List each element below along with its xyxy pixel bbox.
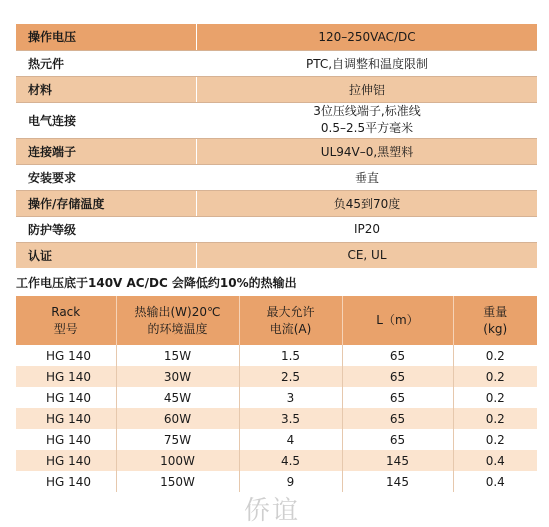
spec-row xyxy=(16,190,537,216)
table-row xyxy=(16,408,537,429)
spec-row xyxy=(16,76,537,102)
spec-key: 连接端子 xyxy=(16,138,197,164)
spec-value: 垂直 xyxy=(197,164,538,190)
header-line1: 热输出(W)20℃ xyxy=(134,304,221,319)
rack-header-output xyxy=(116,296,239,345)
cell-weight: 0.2 xyxy=(453,345,537,366)
cell-model: HG 140 xyxy=(16,450,116,471)
spec-row xyxy=(16,50,537,76)
spec-row xyxy=(16,138,537,164)
cell-current: 3.5 xyxy=(239,408,342,429)
cell-current: 2.5 xyxy=(239,366,342,387)
spec-row xyxy=(16,164,537,190)
cell-model: HG 140 xyxy=(16,471,116,492)
watermark-text: 侨谊 xyxy=(244,496,301,526)
table-row xyxy=(16,471,537,492)
cell-model: HG 140 xyxy=(16,387,116,408)
cell-model: HG 140 xyxy=(16,429,116,450)
rack-table xyxy=(16,296,537,492)
spec-value: UL94V–0,黑塑料 xyxy=(197,138,538,164)
table-row xyxy=(16,366,537,387)
cell-output: 15W xyxy=(116,345,239,366)
cell-current: 4 xyxy=(239,429,342,450)
cell-length: 65 xyxy=(342,408,453,429)
cell-model: HG 140 xyxy=(16,345,116,366)
spec-value: 拉伸铝 xyxy=(197,76,538,102)
header-line2: 的环境温度 xyxy=(147,321,208,336)
spec-key: 防护等级 xyxy=(16,216,197,242)
cell-output: 150W xyxy=(116,471,239,492)
spec-row xyxy=(16,102,537,138)
rack-header-model xyxy=(16,296,116,345)
header-line2: (kg) xyxy=(483,321,508,336)
cell-current: 3 xyxy=(239,387,342,408)
cell-weight: 0.4 xyxy=(453,450,537,471)
cell-output: 60W xyxy=(116,408,239,429)
cell-weight: 0.2 xyxy=(453,387,537,408)
header-line1: Rack xyxy=(51,304,81,319)
spec-value: PTC,自调整和温度限制 xyxy=(197,50,538,76)
rack-header-length xyxy=(342,296,453,345)
spec-key: 电气连接 xyxy=(16,102,197,138)
spec-value: 120–250VAC/DC xyxy=(197,24,538,50)
spec-key: 安装要求 xyxy=(16,164,197,190)
cell-output: 30W xyxy=(116,366,239,387)
spec-row xyxy=(16,216,537,242)
table-row xyxy=(16,345,537,366)
spec-key: 热元件 xyxy=(16,50,197,76)
header-line1: 重量 xyxy=(483,304,508,319)
spec-key: 操作电压 xyxy=(16,24,197,50)
rack-header-row xyxy=(16,296,537,345)
table-row xyxy=(16,429,537,450)
header-line1: 最大允许 xyxy=(266,304,315,319)
header-line1: L（m） xyxy=(376,313,419,327)
spec-row xyxy=(16,242,537,268)
cell-model: HG 140 xyxy=(16,408,116,429)
cell-length: 65 xyxy=(342,366,453,387)
cell-weight: 0.4 xyxy=(453,471,537,492)
spec-value: CE, UL xyxy=(197,242,538,268)
spec-table xyxy=(16,24,537,268)
rack-header-current xyxy=(239,296,342,345)
spec-key: 认证 xyxy=(16,242,197,268)
cell-length: 145 xyxy=(342,450,453,471)
cell-length: 65 xyxy=(342,429,453,450)
spec-value-line1: 3位压线端子,标准线 xyxy=(313,104,421,118)
spec-value: IP20 xyxy=(197,216,538,242)
cell-current: 9 xyxy=(239,471,342,492)
spec-row xyxy=(16,24,537,50)
spec-value-line2: 0.5–2.5平方毫米 xyxy=(320,121,414,135)
spec-key: 操作/存储温度 xyxy=(16,190,197,216)
spec-value: 负45到70度 xyxy=(197,190,538,216)
cell-current: 4.5 xyxy=(239,450,342,471)
cell-weight: 0.2 xyxy=(453,366,537,387)
spec-value xyxy=(197,102,538,138)
cell-model: HG 140 xyxy=(16,366,116,387)
cell-current: 1.5 xyxy=(239,345,342,366)
cell-length: 145 xyxy=(342,471,453,492)
cell-length: 65 xyxy=(342,387,453,408)
cell-weight: 0.2 xyxy=(453,429,537,450)
cell-output: 100W xyxy=(116,450,239,471)
header-line2: 电流(A) xyxy=(269,321,312,336)
cell-output: 75W xyxy=(116,429,239,450)
table-row xyxy=(16,387,537,408)
cell-length: 65 xyxy=(342,345,453,366)
cell-weight: 0.2 xyxy=(453,408,537,429)
cell-output: 45W xyxy=(116,387,239,408)
rack-header-weight xyxy=(453,296,537,345)
voltage-note: 工作电压底于140V AC/DC 会降低约10%的热输出 xyxy=(16,276,297,290)
spec-key: 材料 xyxy=(16,76,197,102)
table-row xyxy=(16,450,537,471)
header-line2: 型号 xyxy=(53,321,78,336)
